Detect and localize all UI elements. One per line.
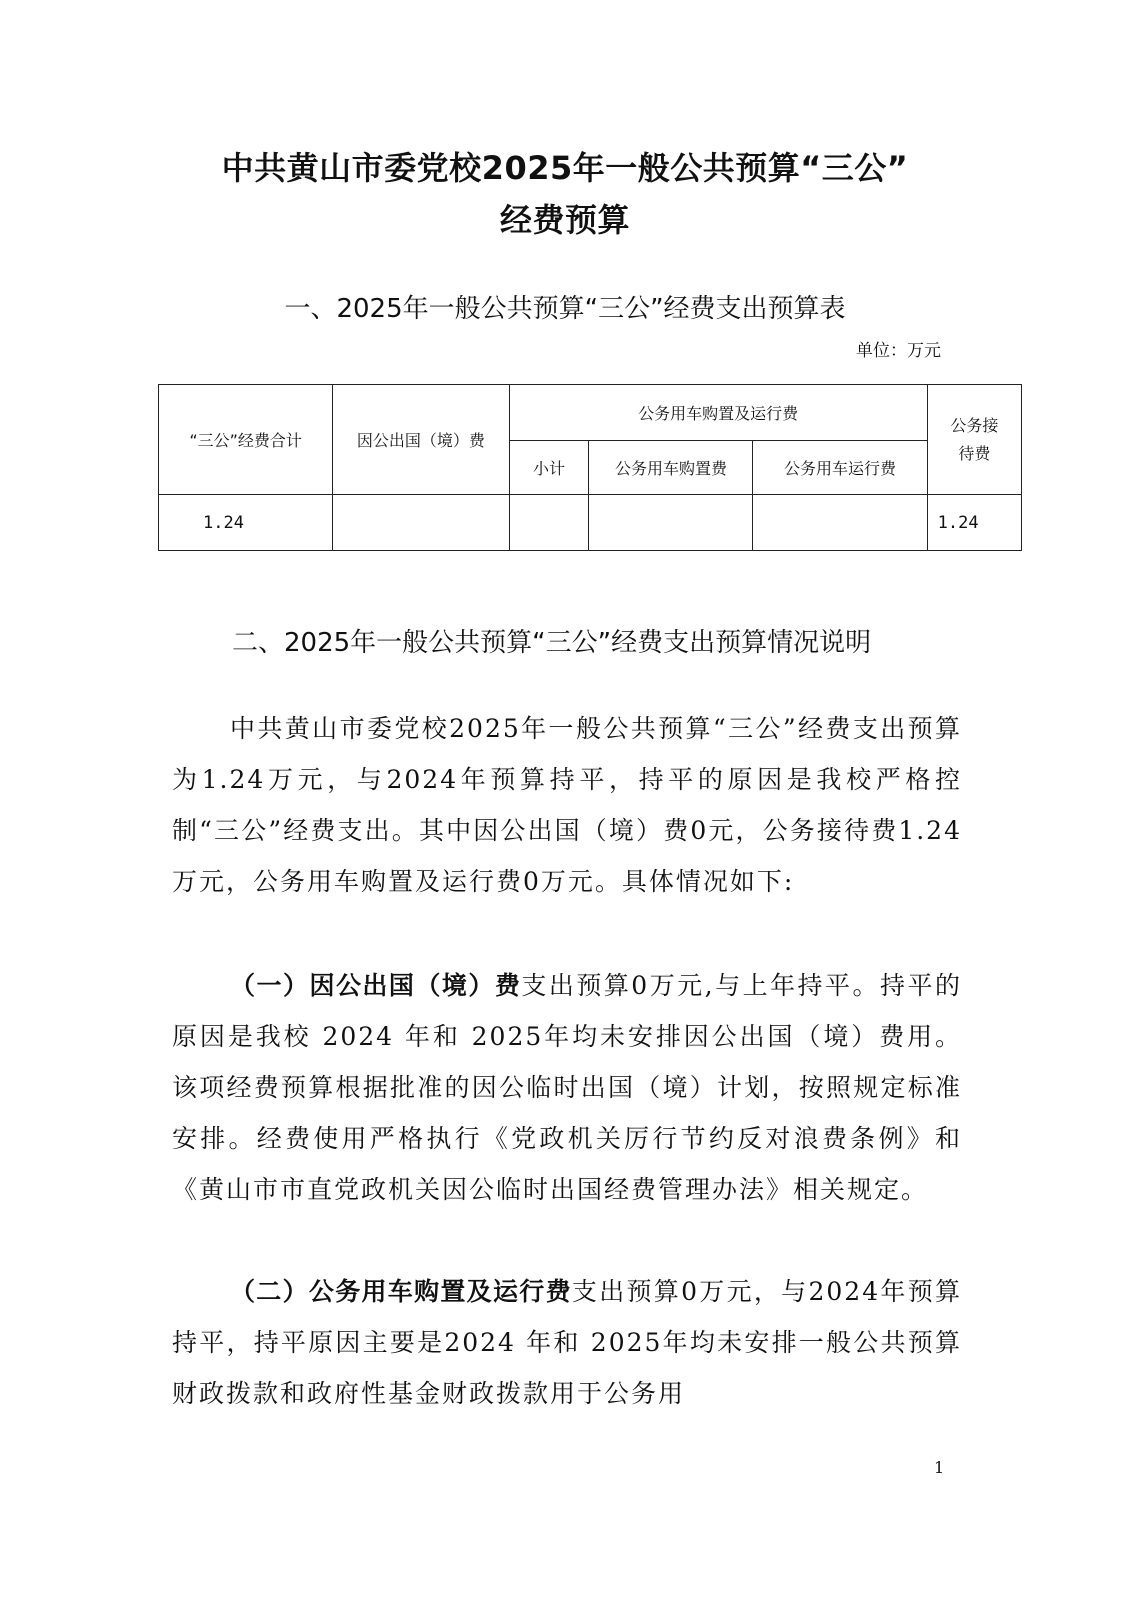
paragraph-overseas-lead: （一）因公出国（境）费 bbox=[230, 971, 522, 1000]
header-overseas: 因公出国（境）费 bbox=[333, 385, 509, 495]
section1-heading: 一、2025年一般公共预算“三公”经费支出预算表 bbox=[284, 294, 846, 324]
paragraph-vehicle-lead: （二）公务用车购置及运行费 bbox=[230, 1277, 572, 1306]
table-header-row-1 bbox=[159, 385, 1022, 441]
cell-vehicle-purchase bbox=[589, 495, 753, 551]
document-title-line2: 经费预算 bbox=[499, 201, 630, 239]
header-vehicle-operation: 公务用车运行费 bbox=[753, 441, 927, 495]
document-title-line1: 中共黄山市委党校2025年一般公共预算“三公” bbox=[221, 149, 909, 187]
header-subtotal: 小计 bbox=[509, 441, 589, 495]
header-reception-text: 公务接待费 bbox=[950, 415, 999, 463]
budget-table bbox=[158, 384, 1022, 551]
paragraph-vehicle-body: 支出预算0万元，与2024年预算持平，持平原因主要是2024 年和 2025年均未安排一般公共预算财政拨款和政府性基金财政拨款用于公务用 bbox=[172, 1277, 962, 1408]
header-vehicle-group: 公务用车购置及运行费 bbox=[509, 385, 927, 441]
paragraph-overseas bbox=[172, 960, 962, 1215]
header-reception bbox=[927, 385, 1021, 495]
cell-total: 1.24 bbox=[159, 495, 333, 551]
paragraph-overseas-body: 支出预算0万元,与上年持平。持平的原因是我校 2024 年和 2025年均未安排因公出国（境）费用。该项经费预算根据批准的因公临时出国（境）计划，按照规定标准安排。经费使用严格执行《党政机关厉行节约反对浪费条例》和《黄山市市直党政机关因公临时出国经费管理办法》相关规定。 bbox=[172, 971, 962, 1204]
page-number: 1 bbox=[934, 1458, 945, 1477]
section2-heading: 二、2025年一般公共预算“三公”经费支出预算情况说明 bbox=[232, 628, 872, 658]
cell-reception: 1.24 bbox=[927, 495, 1021, 551]
cell-subtotal bbox=[509, 495, 589, 551]
table-row bbox=[159, 495, 1022, 551]
paragraph-vehicle bbox=[172, 1266, 962, 1419]
cell-vehicle-operation bbox=[753, 495, 927, 551]
header-total: “三公”经费合计 bbox=[159, 385, 333, 495]
unit-label: 单位：万元 bbox=[856, 341, 941, 361]
header-vehicle-purchase: 公务用车购置费 bbox=[589, 441, 753, 495]
cell-overseas bbox=[333, 495, 509, 551]
paragraph-summary: 中共黄山市委党校2025年一般公共预算“三公”经费支出预算为1.24万元，与2024年预算持平，持平的原因是我校严格控制“三公”经费支出。其中因公出国（境）费0元，公务接待费1.24万元，公务用车购置及运行费0万元。具体情况如下: bbox=[172, 714, 962, 896]
